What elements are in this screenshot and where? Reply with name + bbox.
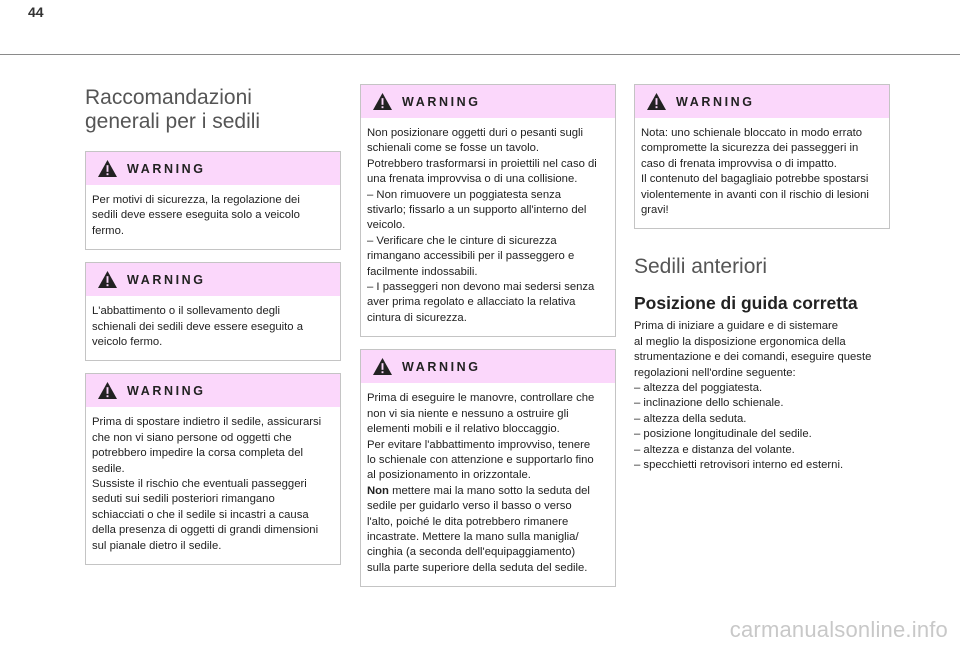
list-item: – inclinazione dello schienale.	[634, 397, 784, 410]
warning-label: WARNING	[127, 272, 206, 287]
column-left	[85, 84, 340, 565]
list-item: – posizione longitudinale del sedile.	[634, 428, 812, 441]
body-text	[634, 319, 889, 473]
section-title-front-seats: Sedili anteriori	[634, 255, 768, 279]
warning-label: WARNING	[402, 94, 481, 109]
text-line: – Verificare che le cinture di sicurezza	[367, 234, 557, 247]
text-line: elementi mobili e il relativo bloccaggio.	[367, 423, 560, 436]
spacer	[85, 250, 340, 262]
text-line: violentemente in avanti con il rischio di lesioni	[641, 188, 869, 201]
spacer	[85, 361, 340, 373]
list-item: – specchietti retrovisori interno ed esterni.	[634, 459, 844, 472]
warning-triangle-icon	[372, 92, 393, 111]
warning-label: WARNING	[127, 161, 206, 176]
warning-header	[635, 85, 889, 118]
text-line: gravi!	[641, 204, 669, 217]
warning-triangle-icon	[646, 92, 667, 111]
section-title-seats-general	[85, 86, 340, 134]
text-line: non vi sia niente e nessuno a ostruire gli	[367, 407, 569, 420]
text-line: una frenata improvvisa o di una collisione.	[367, 173, 578, 186]
text-line: al meglio la disposizione ergonomica della	[634, 335, 846, 348]
text-line: Prima di spostare indietro il sedile, assicurarsi	[92, 416, 322, 429]
text-line: schienali dei sedili deve essere eseguito a	[92, 320, 304, 333]
warning-label: WARNING	[127, 383, 206, 398]
warning-header	[86, 263, 340, 296]
warning-text	[361, 383, 615, 586]
header-divider	[0, 54, 960, 55]
text-line	[367, 484, 609, 499]
list-item: – altezza del poggiatesta.	[634, 382, 763, 395]
warning-label: WARNING	[402, 359, 481, 374]
text-line: veicolo fermo.	[92, 336, 163, 349]
warning-header	[86, 374, 340, 407]
text-line: Nota: uno schienale bloccato in modo errato	[641, 127, 863, 139]
warning-text	[86, 185, 340, 249]
text-line: l'alto, poiché le dita potrebbero rimanere	[367, 515, 569, 528]
title-line: Raccomandazioni	[85, 86, 252, 109]
text-line: regolazioni nell'ordine seguente:	[634, 366, 796, 379]
list-item: – altezza e distanza del volante.	[634, 443, 795, 456]
warning-text	[86, 296, 340, 360]
text-line: sul pianale dietro il sedile.	[92, 539, 222, 552]
text-line: della presenza di oggetti di grandi dimensioni	[92, 524, 319, 537]
spacer	[360, 337, 615, 349]
warning-header	[361, 85, 615, 118]
warning-triangle-icon	[97, 159, 118, 178]
text-line: sedile.	[92, 462, 125, 475]
text-fragment: mettere mai la mano sotto la seduta del	[388, 484, 590, 497]
text-line: – I passeggeri non devono mai sedersi senza	[367, 281, 595, 294]
warning-box	[85, 373, 341, 565]
warning-header	[86, 152, 340, 185]
text-line: rimangano accessibili per il passeggero e	[367, 250, 575, 263]
text-line: potrebbero impedire la corsa completa del	[92, 447, 303, 460]
text-line: che non vi siano persone od oggetti che	[92, 431, 292, 444]
text-line: stivarlo; fissarlo a un supporto all'interno del	[367, 204, 587, 217]
warning-text	[635, 118, 889, 228]
text-line: Prima di iniziare a guidare e di sistemare	[634, 320, 839, 333]
column-right	[634, 84, 889, 474]
warning-box	[85, 262, 341, 361]
emphasis-text: Non	[367, 484, 389, 497]
text-line: Prima di eseguire le manovre, controllare che	[367, 392, 595, 405]
warning-text	[361, 118, 615, 336]
text-line: Potrebbero trasformarsi in proiettili nel caso di	[367, 157, 597, 170]
text-line: incastrate. Mettere la mano sulla maniglia/	[367, 530, 579, 543]
text-line: schienali come se fosse un tavolo.	[367, 142, 540, 155]
warning-box	[360, 84, 616, 337]
text-line: fermo.	[92, 224, 125, 237]
page-number: 44	[28, 4, 44, 20]
text-line: cinghia (a seconda dell'equipaggiamento)	[367, 546, 576, 559]
warning-box	[85, 151, 341, 250]
text-line: caso di frenata improvvisa o di impatto.	[641, 157, 837, 170]
warning-triangle-icon	[372, 357, 393, 376]
text-line: strumentazione e dei comandi, eseguire queste	[634, 351, 872, 364]
title-line: generali per i sedili	[85, 110, 261, 133]
text-line: sedile per guidarlo verso il basso o verso	[367, 500, 572, 513]
text-line: L'abbattimento o il sollevamento degli	[92, 305, 281, 318]
text-line: Non posizionare oggetti duri o pesanti sugli	[367, 127, 584, 139]
text-line: Sussiste il rischio che eventuali passeggeri	[92, 478, 307, 491]
text-line: cintura di sicurezza.	[367, 311, 467, 324]
text-line: – Non rimuovere un poggiatesta senza	[367, 188, 562, 201]
subsection-title: Posizione di guida corretta	[634, 293, 858, 314]
text-line: al posizionamento in orizzontale.	[367, 469, 531, 482]
warning-header	[361, 350, 615, 383]
warning-triangle-icon	[97, 270, 118, 289]
warning-label: WARNING	[676, 94, 755, 109]
text-line: seduti sui sedili posteriori rimangano	[92, 493, 275, 506]
warning-text	[86, 407, 340, 564]
text-line: Il contenuto del bagagliaio potrebbe spostarsi	[641, 173, 869, 186]
warning-box	[360, 349, 616, 587]
text-line: compromette la sicurezza dei passeggeri in	[641, 142, 859, 155]
text-line: veicolo.	[367, 219, 406, 232]
warning-box	[634, 84, 890, 229]
text-line: aver prima regolato e allacciato la relativa	[367, 296, 576, 309]
watermark: carmanualsonline.info	[729, 617, 948, 642]
text-line: Per evitare l'abbattimento improvviso, tenere	[367, 438, 591, 451]
text-line: schiacciati o che il sedile si incastri a causa	[92, 508, 309, 521]
text-line: lo schienale con attenzione e supportarlo fino	[367, 453, 594, 466]
warning-triangle-icon	[97, 381, 118, 400]
column-middle	[360, 84, 615, 587]
text-line: Per motivi di sicurezza, la regolazione dei	[92, 194, 300, 206]
list-item: – altezza della seduta.	[634, 412, 747, 425]
text-line: sulla parte superiore della seduta del sedile.	[367, 561, 588, 574]
text-line: sedili deve essere eseguita solo a veicolo	[92, 209, 300, 222]
text-line: facilmente indossabili.	[367, 265, 478, 278]
